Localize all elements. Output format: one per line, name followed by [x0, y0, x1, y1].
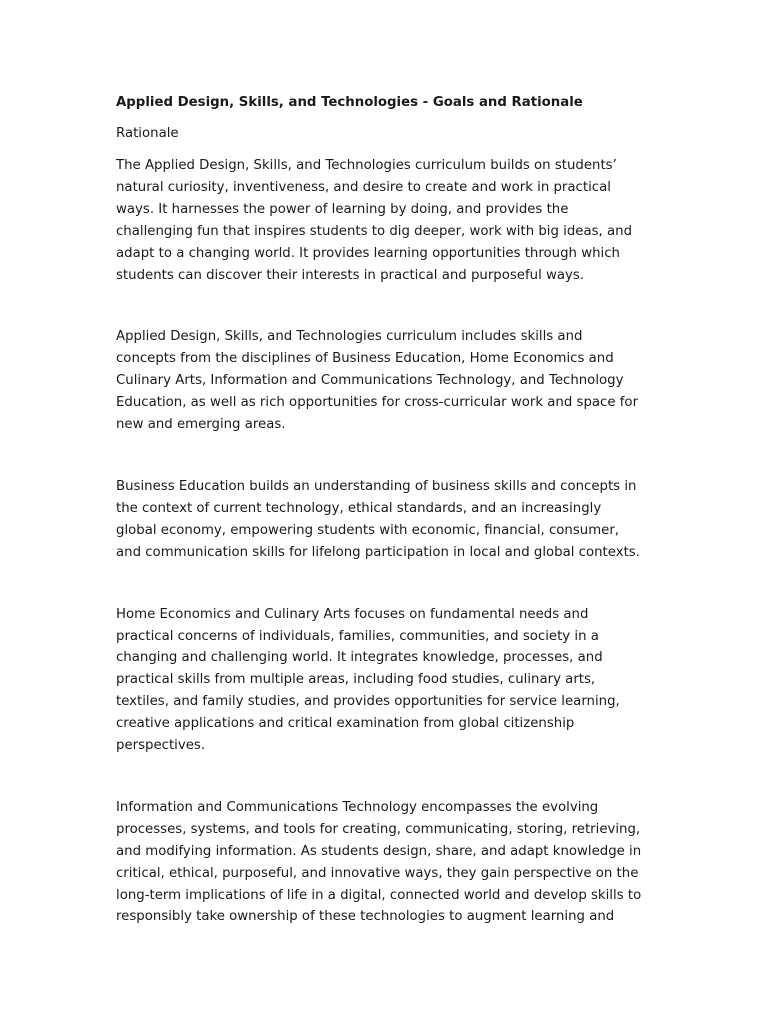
paragraph-line: the context of current technology, ethical standards, and an increasingly	[116, 500, 602, 516]
paragraph-intro	[116, 155, 656, 286]
paragraph-line: The Applied Design, Skills, and Technologies curriculum builds on students’	[116, 158, 617, 173]
paragraph-line: challenging fun that inspires students to dig deeper, work with big ideas, and	[116, 223, 633, 239]
paragraph-line: Home Economics and Culinary Arts focuses on fundamental needs and	[116, 606, 589, 622]
paragraph-line: global economy, empowering students with economic, financial, consumer,	[116, 522, 620, 538]
paragraph-line: adapt to a changing world. It provides learning opportunities through which	[116, 245, 620, 261]
paragraph-line: Applied Design, Skills, and Technologies curriculum includes skills and	[116, 329, 583, 345]
paragraph-line: and modifying information. As students design, share, and adapt knowledge in	[116, 843, 642, 859]
paragraph-line: students can discover their interests in practical and purposeful ways.	[116, 267, 585, 283]
paragraph-line: processes, systems, and tools for creating, communicating, storing, retrieving,	[116, 821, 641, 837]
paragraph-line: new and emerging areas.	[116, 417, 286, 433]
paragraph-line: ways. It harnesses the power of learning by doing, and provides the	[116, 201, 569, 217]
paragraph-home-economics	[116, 604, 656, 757]
paragraph-line: Information and Communications Technology encompasses the evolving	[116, 799, 599, 815]
paragraph-line: Education, as well as rich opportunities for cross-curricular work and space for	[116, 395, 639, 411]
paragraph-business-education	[116, 476, 656, 564]
document-title: Applied Design, Skills, and Technologies - Goals and Rationale	[116, 95, 583, 110]
paragraph-line: responsibly take ownership of these technologies to augment learning and	[116, 909, 615, 925]
paragraph-line: practical skills from multiple areas, including food studies, culinary arts,	[116, 672, 596, 688]
section-heading-rationale: Rationale	[116, 126, 179, 141]
paragraph-disciplines	[116, 326, 656, 436]
paragraph-line: practical concerns of individuals, families, communities, and society in a	[116, 628, 599, 644]
paragraph-line: Culinary Arts, Information and Communications Technology, and Technology	[116, 373, 624, 389]
paragraph-line: concepts from the disciplines of Business Education, Home Economics and	[116, 351, 614, 367]
paragraph-line: long-term implications of life in a digital, connected world and develop skills to	[116, 887, 642, 903]
paragraph-line: Business Education builds an understanding of business skills and concepts in	[116, 478, 637, 494]
paragraph-line: changing and challenging world. It integrates knowledge, processes, and	[116, 650, 603, 666]
paragraph-line: creative applications and critical examination from global citizenship	[116, 716, 575, 732]
paragraph-line: textiles, and family studies, and provides opportunities for service learning,	[116, 694, 620, 710]
paragraph-line: perspectives.	[116, 738, 206, 754]
paragraph-line: natural curiosity, inventiveness, and desire to create and work in practical	[116, 179, 611, 195]
paragraph-ict	[116, 797, 656, 928]
paragraph-line: and communication skills for lifelong participation in local and global contexts.	[116, 544, 640, 560]
document-page	[116, 93, 656, 928]
paragraph-line: critical, ethical, purposeful, and innovative ways, they gain perspective on the	[116, 865, 639, 881]
